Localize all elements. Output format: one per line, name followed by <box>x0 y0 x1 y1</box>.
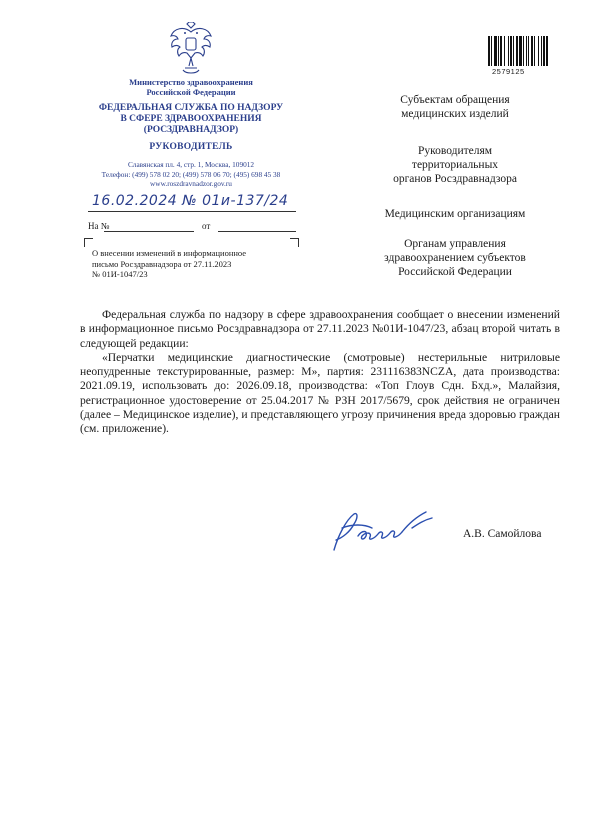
addressee-4: Органам управления здравоохранением субъектов Российской Федерации <box>384 238 526 278</box>
coat-of-arms-icon <box>168 22 214 76</box>
reference-date-line <box>218 231 296 232</box>
registration-line <box>88 211 296 212</box>
addressee-1: Субъектам обращения медицинских изделий <box>400 94 510 120</box>
barcode-icon <box>488 36 552 66</box>
addressee-3: Медицинским организациям <box>384 208 526 220</box>
letter-body <box>80 308 560 437</box>
signature-icon <box>328 506 438 556</box>
registration-number-handwritten: 16.02.2024 № 01и-137/24 <box>92 193 289 209</box>
reference-number-label: На № <box>88 221 110 231</box>
position-title: РУКОВОДИТЕЛЬ <box>149 142 233 152</box>
body-paragraph-2: «Перчатки медицинские диагностические (смотровые) нестерильные нитриловые неопудренные текстурированные, размер: M», партия: 231116383NCZA, дата производства: 2021.09.19, использовать до: 2026.09.18, производства: «Топ Глоув Сдн. Бхд.», Малайзия, регистрационное удостоверение от 25.04.2017 № РЗН 2017/5679, срок действия не ограничен (далее – Медицинское изделие), и представляющего угрозу причинения вреда здоровью граждан (см. приложение). <box>80 350 560 436</box>
barcode-bar <box>548 36 549 66</box>
subject-corner-right <box>290 238 299 247</box>
letter-subject: О внесении изменений в информационное письмо Росздравнадзора от 27.11.2023 № 01И-1047/23 <box>92 248 247 279</box>
service-name: ФЕДЕРАЛЬНАЯ СЛУЖБА ПО НАДЗОРУ В СФЕРЕ ЗДРАВООХРАНЕНИЯ (РОСЗДРАВНАДЗОР) <box>98 103 284 135</box>
contact-address: Славянская пл. 4, стр. 1, Москва, 109012 Телефон: (499) 578 02 20; (499) 578 06 70; (495) 698 45 38 www.roszdravnadzor.gov.ru <box>101 160 281 188</box>
signer-name: А.В. Самойлова <box>463 528 542 540</box>
barcode-number: 2579125 <box>492 67 525 76</box>
subject-corner-left <box>84 238 93 247</box>
addressee-2: Руководителям территориальных органов Росздравнадзора <box>393 145 517 185</box>
reference-date-label: от <box>202 221 211 231</box>
ministry-name: Министерство здравоохранения Российской Федерации <box>129 77 253 97</box>
body-paragraph-1: Федеральная служба по надзору в сфере здравоохранения сообщает о внесении изменений в информационное письмо Росздравнадзора от 27.11.2023 №01И-1047/23, абзац второй читать в следующей редакции: <box>80 308 560 350</box>
reference-number-line <box>104 231 194 232</box>
